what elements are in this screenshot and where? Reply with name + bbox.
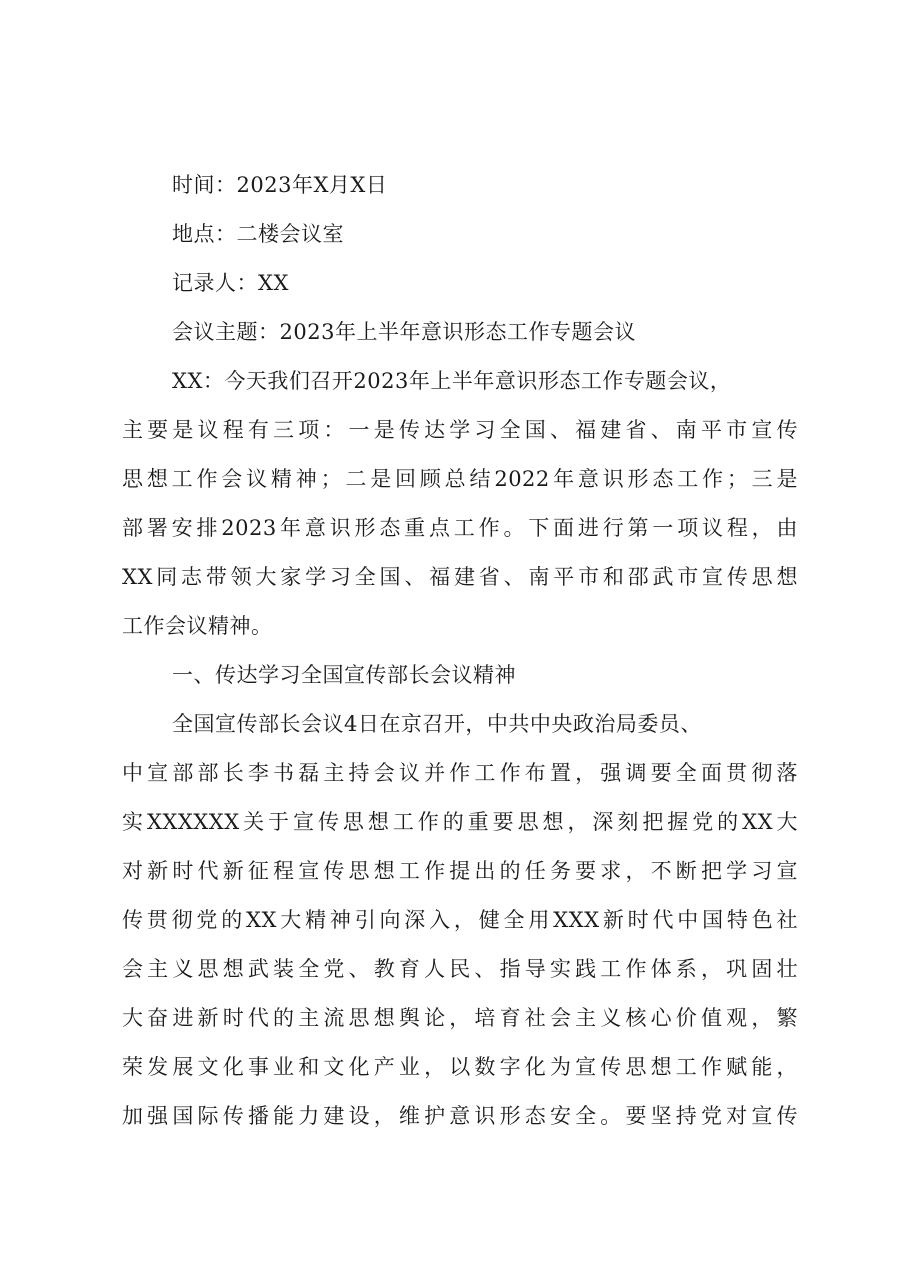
paragraph-line: 对新时代新征程宣传思想工作提出的任务要求，不断把学习宣 — [122, 859, 798, 883]
paragraph-line: 荣发展文化事业和文化产业，以数字化为宣传思想工作赋能， — [122, 1055, 798, 1079]
paragraph-line: 部署安排2023年意识形态重点工作。下面进行第一项议程，由 — [122, 516, 798, 540]
paragraph-line: XX同志带领大家学习全国、福建省、南平市和邵武市宣传思想 — [122, 565, 798, 589]
paragraph-line: 大奋进新时代的主流思想舆论，培育社会主义核心价值观，繁 — [122, 1006, 798, 1030]
meeting-time: 时间：2023年X月X日 — [172, 173, 388, 197]
meeting-recorder: 记录人：XX — [172, 271, 289, 295]
paragraph-line: 中宣部部长李书磊主持会议并作工作布置，强调要全面贯彻落 — [122, 761, 798, 785]
paragraph-line: 会主义思想武装全党、教育人民、指导实践工作体系，巩固壮 — [122, 957, 798, 981]
paragraph-line: XX：今天我们召开2023年上半年意识形态工作专题会议， — [172, 369, 732, 393]
meeting-topic: 会议主题：2023年上半年意识形态工作专题会议 — [172, 320, 636, 344]
paragraph-line: 主要是议程有三项：一是传达学习全国、福建省、南平市宣传 — [122, 418, 798, 442]
paragraph-line: 加强国际传播能力建设，维护意识形态安全。要坚持党对宣传 — [122, 1104, 798, 1128]
paragraph-line: 思想工作会议精神；二是回顾总结2022年意识形态工作；三是 — [122, 467, 798, 491]
paragraph-line: 传贯彻党的XX大精神引向深入，健全用XXX新时代中国特色社 — [122, 908, 798, 932]
paragraph-line: 全国宣传部长会议4日在京召开，中共中央政治局委员、 — [172, 712, 702, 736]
paragraph-line: 工作会议精神。 — [122, 614, 273, 638]
meeting-place: 地点：二楼会议室 — [172, 222, 344, 246]
section-heading: 一、传达学习全国宣传部长会议精神 — [172, 663, 516, 687]
paragraph-line: 实XXXXXX关于宣传思想工作的重要思想，深刻把握党的XX大 — [122, 810, 798, 834]
